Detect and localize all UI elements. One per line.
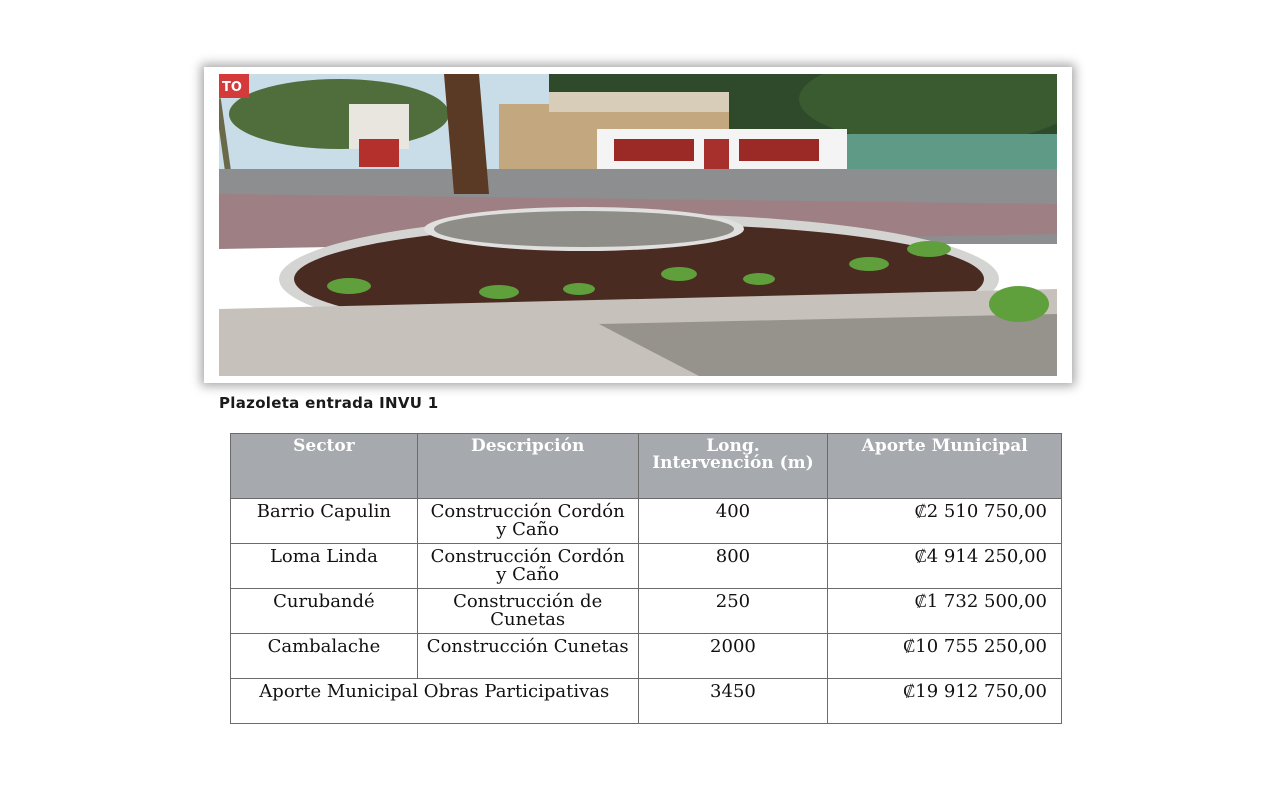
cell-sector: Loma Linda [231, 544, 418, 589]
header-aporte: Aporte Municipal [828, 434, 1062, 499]
total-longitud: 3450 [638, 679, 828, 724]
cell-sector: Cambalache [231, 634, 418, 679]
stop-sign-text: TO [222, 80, 242, 95]
cell-longitud: 400 [638, 499, 828, 544]
cell-descripcion: Construcción Cunetas [417, 634, 638, 679]
table-total-row [231, 679, 1062, 724]
photo-frame [204, 67, 1072, 383]
cell-sector: Barrio Capulin [231, 499, 418, 544]
table-row [231, 634, 1062, 679]
cell-longitud: 2000 [638, 634, 828, 679]
cell-descripcion: Construcción Cordón y Caño [417, 499, 638, 544]
cell-longitud: 800 [638, 544, 828, 589]
cell-aporte: ₡4 914 250,00 [828, 544, 1062, 589]
table-row [231, 499, 1062, 544]
plaza-photo-illustration [219, 74, 1057, 376]
table-header-row [231, 434, 1062, 499]
cell-descripcion: Construcción Cordón y Caño [417, 544, 638, 589]
cell-sector: Curubandé [231, 589, 418, 634]
photo-caption: Plazoleta entrada INVU 1 [219, 394, 439, 412]
contributions-table [230, 433, 1062, 724]
total-aporte: ₡19 912 750,00 [828, 679, 1062, 724]
cell-aporte: ₡10 755 250,00 [828, 634, 1062, 679]
table-row [231, 544, 1062, 589]
cell-aporte: ₡1 732 500,00 [828, 589, 1062, 634]
total-label: Aporte Municipal Obras Participativas [231, 679, 639, 724]
table-row [231, 589, 1062, 634]
cell-descripcion: Construcción de Cunetas [417, 589, 638, 634]
plaza-photo [219, 74, 1057, 376]
header-sector: Sector [231, 434, 418, 499]
header-longitud: Long. Intervención (m) [638, 434, 828, 499]
cell-aporte: ₡2 510 750,00 [828, 499, 1062, 544]
cell-longitud: 250 [638, 589, 828, 634]
header-descripcion: Descripción [417, 434, 638, 499]
